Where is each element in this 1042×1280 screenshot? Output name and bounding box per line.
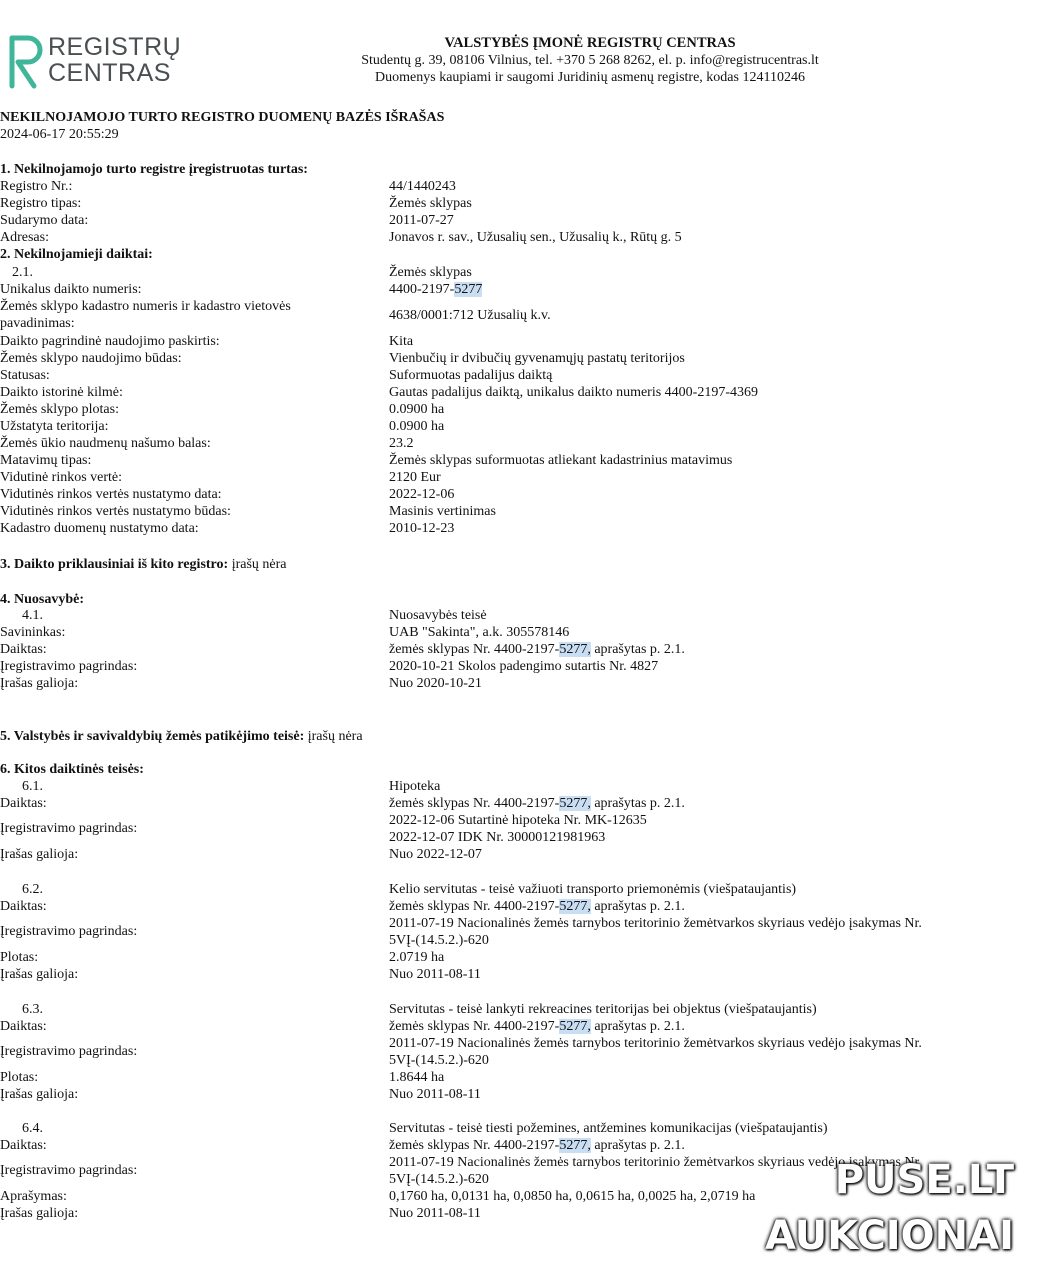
section-1-heading: 1. Nekilnojamojo turto registre įregistruotas turtas: [0, 162, 308, 177]
watermark-line-1: PUSE.LT [834, 1157, 1014, 1203]
org-name: VALSTYBĖS ĮMONĖ REGISTRŲ CENTRAS [444, 35, 736, 51]
logo-r-icon [4, 34, 48, 90]
document-datetime: 2024-06-17 20:55:29 [0, 127, 119, 142]
registru-centras-logo [4, 33, 182, 92]
org-address: Studentų g. 39, 08106 Vilnius, tel. +370 5 268 8262, el. p. info@registrucentras.lt [361, 53, 819, 68]
section-4-heading: 4. Nuosavybė: [0, 592, 85, 607]
section-3-heading: 3. Daikto priklausiniai iš kito registro: įrašų nėra [0, 557, 287, 572]
watermark-line-2: AUKCIONAI [765, 1213, 1014, 1259]
section-5-heading: 5. Valstybės ir savivaldybių žemės patikėjimo teisė: įrašų nėra [0, 729, 363, 744]
section-2-heading: 2. Nekilnojamieji daiktai: [0, 247, 153, 262]
logo-text: REGISTRŲ CENTRAS [48, 33, 182, 87]
section-6-heading: 6. Kitos daiktinės teisės: [0, 762, 144, 777]
header-organization [330, 35, 850, 86]
org-note: Duomenys kaupiami ir saugomi Juridinių asmenų registre, kodas 124110246 [375, 70, 805, 85]
document-title: NEKILNOJAMOJO TURTO REGISTRO DUOMENŲ BAZĖS IŠRAŠAS [0, 110, 445, 125]
